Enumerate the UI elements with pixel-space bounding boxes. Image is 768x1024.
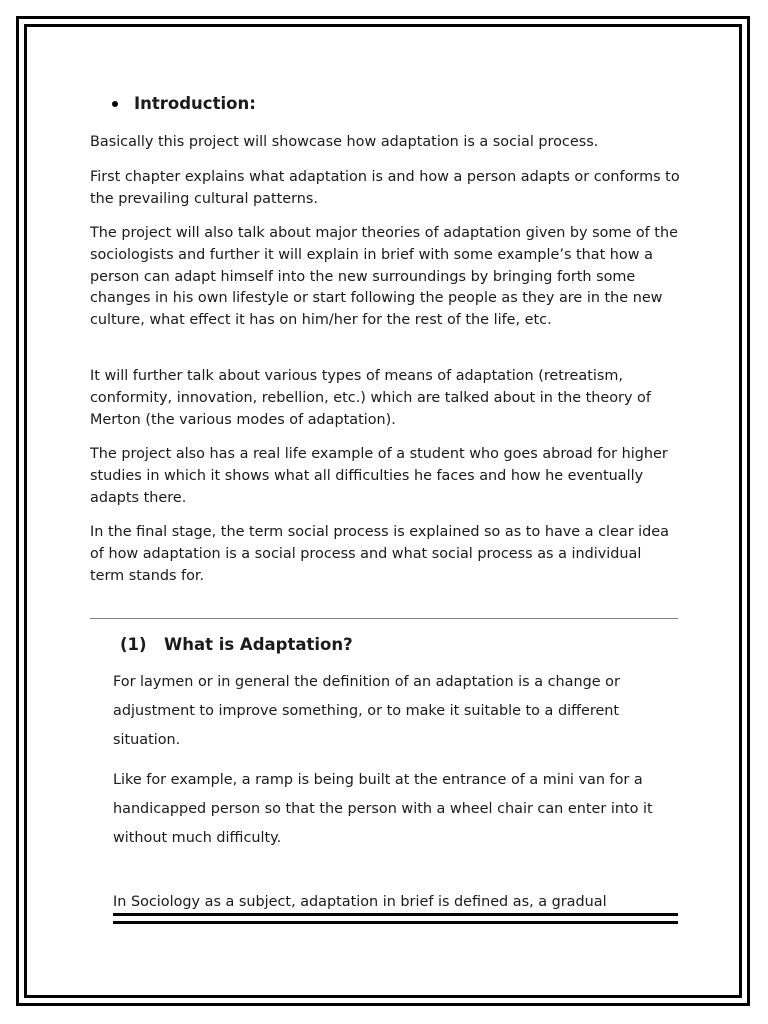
- section-paragraph-1: For laymen or in general the definition of an adaptation is a change or adjustment to improve something, or to make it suitable to a different situation.: [113, 674, 620, 748]
- intro-paragraph-6: In the final stage, the term social process is explained so as to have a clear idea of how adaptation is a social process and what social process as a individual term stands for.: [90, 524, 669, 584]
- section-paragraph-3: In Sociology as a subject, adaptation in brief is defined as, a gradual: [113, 894, 607, 910]
- intro-paragraph-2: First chapter explains what adaptation is and how a person adapts or conforms to the prevailing cultural patterns.: [90, 169, 680, 207]
- section-heading: [120, 635, 353, 654]
- section-title: What is Adaptation?: [164, 635, 353, 654]
- section-divider: [90, 618, 678, 619]
- section-paragraph-2: Like for example, a ramp is being built at the entrance of a mini van for a handicapped person so that the person with a wheel chair can enter into it without much difficulty.: [113, 772, 653, 846]
- intro-heading: [112, 94, 256, 113]
- bullet-icon: [112, 101, 118, 107]
- intro-paragraph-1: Basically this project will showcase how adaptation is a social process.: [90, 134, 599, 150]
- intro-paragraph-4: It will further talk about various types of means of adaptation (retreatism, conformity, innovation, rebellion, etc.) which are talked about in the theory of Merton (the various modes of adaptation).: [90, 368, 651, 428]
- intro-paragraph-5: The project also has a real life example of a student who goes abroad for higher studies in which it shows what all difficulties he faces and how he eventually adapts there.: [90, 446, 668, 506]
- intro-paragraph-3: The project will also talk about major theories of adaptation given by some of the sociologists and further it will explain in brief with some example’s that how a person can adapt himself into the new surroundings by bringing forth some changes in his own lifestyle or start following the people as they are in the new culture, what effect it has on him/her for the rest of the life, etc.: [90, 225, 678, 329]
- section-number: (1): [120, 635, 147, 654]
- double-rule-top: [113, 913, 678, 916]
- double-rule-bottom: [113, 921, 678, 924]
- intro-heading-text: Introduction:: [134, 94, 256, 113]
